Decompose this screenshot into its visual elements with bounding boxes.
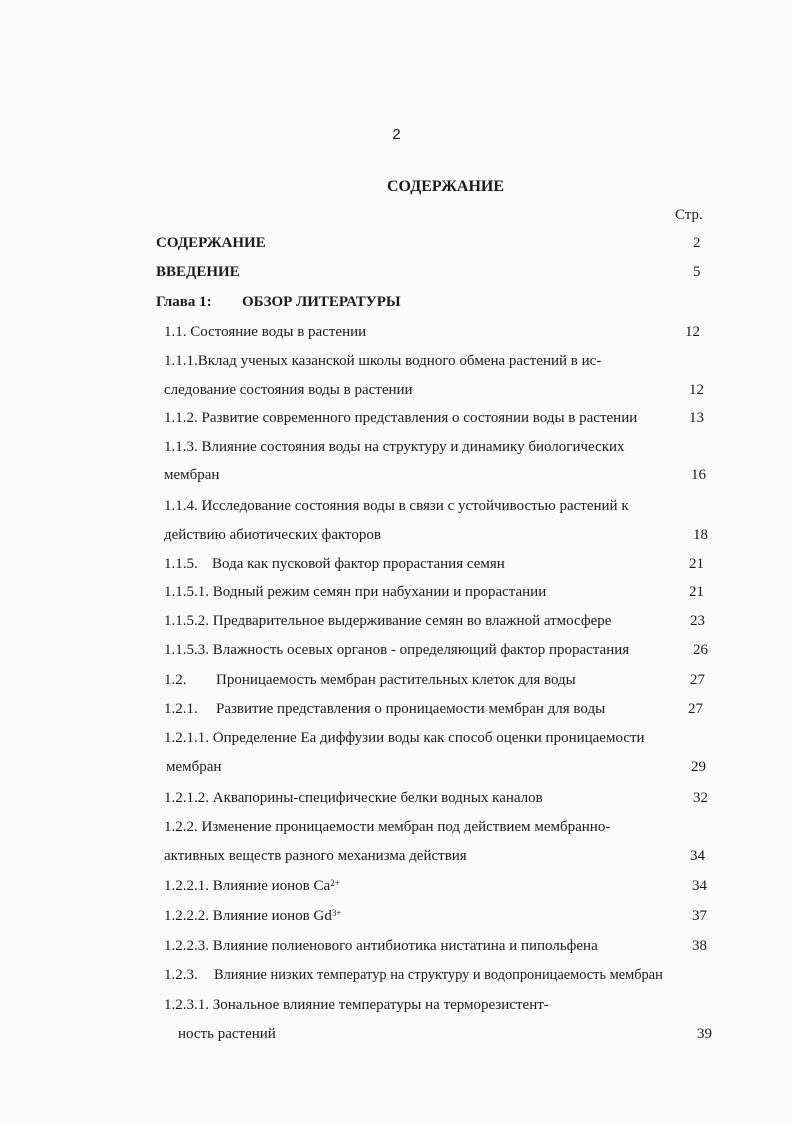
toc-page: 2 [693,235,701,251]
toc-entry[interactable]: 1.2.1.2. Аквапорины-специфические белки водных каналов [164,790,543,806]
page-number: 2 [392,126,401,143]
toc-page: 38 [692,938,707,954]
toc-page: 23 [690,613,705,629]
toc-entry[interactable]: 1.2.1. Развитие представления о проницаемости мембран для воды [164,701,606,717]
toc-entry[interactable]: 1.1.5.2. Предварительное выдерживание семян во влажной атмосфере [164,613,612,629]
toc-heading: СОДЕРЖАНИЕ [387,178,505,195]
toc-page: 29 [691,759,706,775]
toc-entry[interactable]: 1.2.2. Изменение проницаемости мембран под действием мембранно- [164,819,611,835]
toc-entry[interactable]: Глава 1: ОБЗОР ЛИТЕРАТУРЫ [156,294,401,310]
page-column-label: Стр. [675,207,703,223]
toc-page: 21 [689,556,704,572]
toc-entry-continuation[interactable]: следование состояния воды в растении [164,382,413,398]
toc-page: 37 [692,908,707,924]
toc-page: 12 [689,382,704,398]
toc-page: 18 [693,527,708,543]
toc-page: 13 [689,410,704,426]
toc-page: 12 [685,324,700,340]
toc-entry[interactable]: 1.1.5. Вода как пусковой фактор прорастания семян [164,556,505,572]
toc-page: 39 [697,1026,712,1042]
toc-page: 32 [693,790,708,806]
toc-entry[interactable]: СОДЕРЖАНИЕ [156,235,266,251]
toc-entry[interactable]: 1.2.3.1. Зональное влияние температуры на терморезистент- [164,997,549,1013]
toc-page: 5 [693,264,701,280]
toc-page: 27 [688,701,703,717]
toc-entry[interactable]: 1.2. Проницаемость мембран растительных клеток для воды [164,672,576,688]
toc-entry-continuation[interactable]: ность растений [178,1026,276,1042]
toc-entry[interactable]: 1.1.4. Исследование состояния воды в связи с устойчивостью растений к [164,498,629,514]
toc-entry[interactable]: 1.2.3. Влияние низких температур на структуру и водопроницаемость мембран [164,967,663,983]
toc-page: 16 [691,467,706,483]
toc-entry-continuation[interactable]: действию абиотических факторов [164,527,382,543]
toc-page: 21 [689,584,704,600]
toc-page: 34 [692,878,707,894]
toc-page: 34 [690,848,705,864]
toc-entry[interactable]: 1.2.2.1. Влияние ионов $Ca^{2+}$ [164,878,340,894]
toc-entry[interactable]: 1.1.2. Развитие современного представления о состоянии воды в растении [164,410,638,426]
toc-entry[interactable]: 1.1.3. Влияние состояния воды на структуру и динамику биологических [164,439,625,455]
toc-entry-continuation[interactable]: мембран [166,759,222,775]
toc-entry[interactable]: 1.1.5.1. Водный режим семян при набухании и прорастании [164,584,547,600]
toc-entry[interactable]: 1.1.5.3. Влажность осевых органов - определяющий фактор прорастания [164,642,630,658]
superscript-charge: 2+ [330,878,340,888]
toc-entry[interactable]: 1.2.1.1. Определение Ea диффузии воды как способ оценки проницаемости [164,730,645,746]
toc-page: 27 [690,672,705,688]
toc-entry[interactable]: 1.2.2.3. Влияние полиенового антибиотика нистатина и пипольфена [164,938,598,954]
toc-entry[interactable]: 1.1.1.Вклад ученых казанской школы водного обмена растений в ис- [164,353,602,369]
superscript-charge: 3+ [331,908,342,918]
toc-entry[interactable]: ВВЕДЕНИЕ [156,264,240,280]
toc-page: 26 [693,642,708,658]
toc-entry-continuation[interactable]: активных веществ разного механизма действия [164,848,467,864]
toc-entry-continuation[interactable]: мембран [164,467,220,483]
toc-entry[interactable]: 1.1. Состояние воды в растении [164,324,367,340]
toc-entry[interactable]: 1.2.2.2. Влияние ионов $Gd^{3+}$ [164,908,342,924]
